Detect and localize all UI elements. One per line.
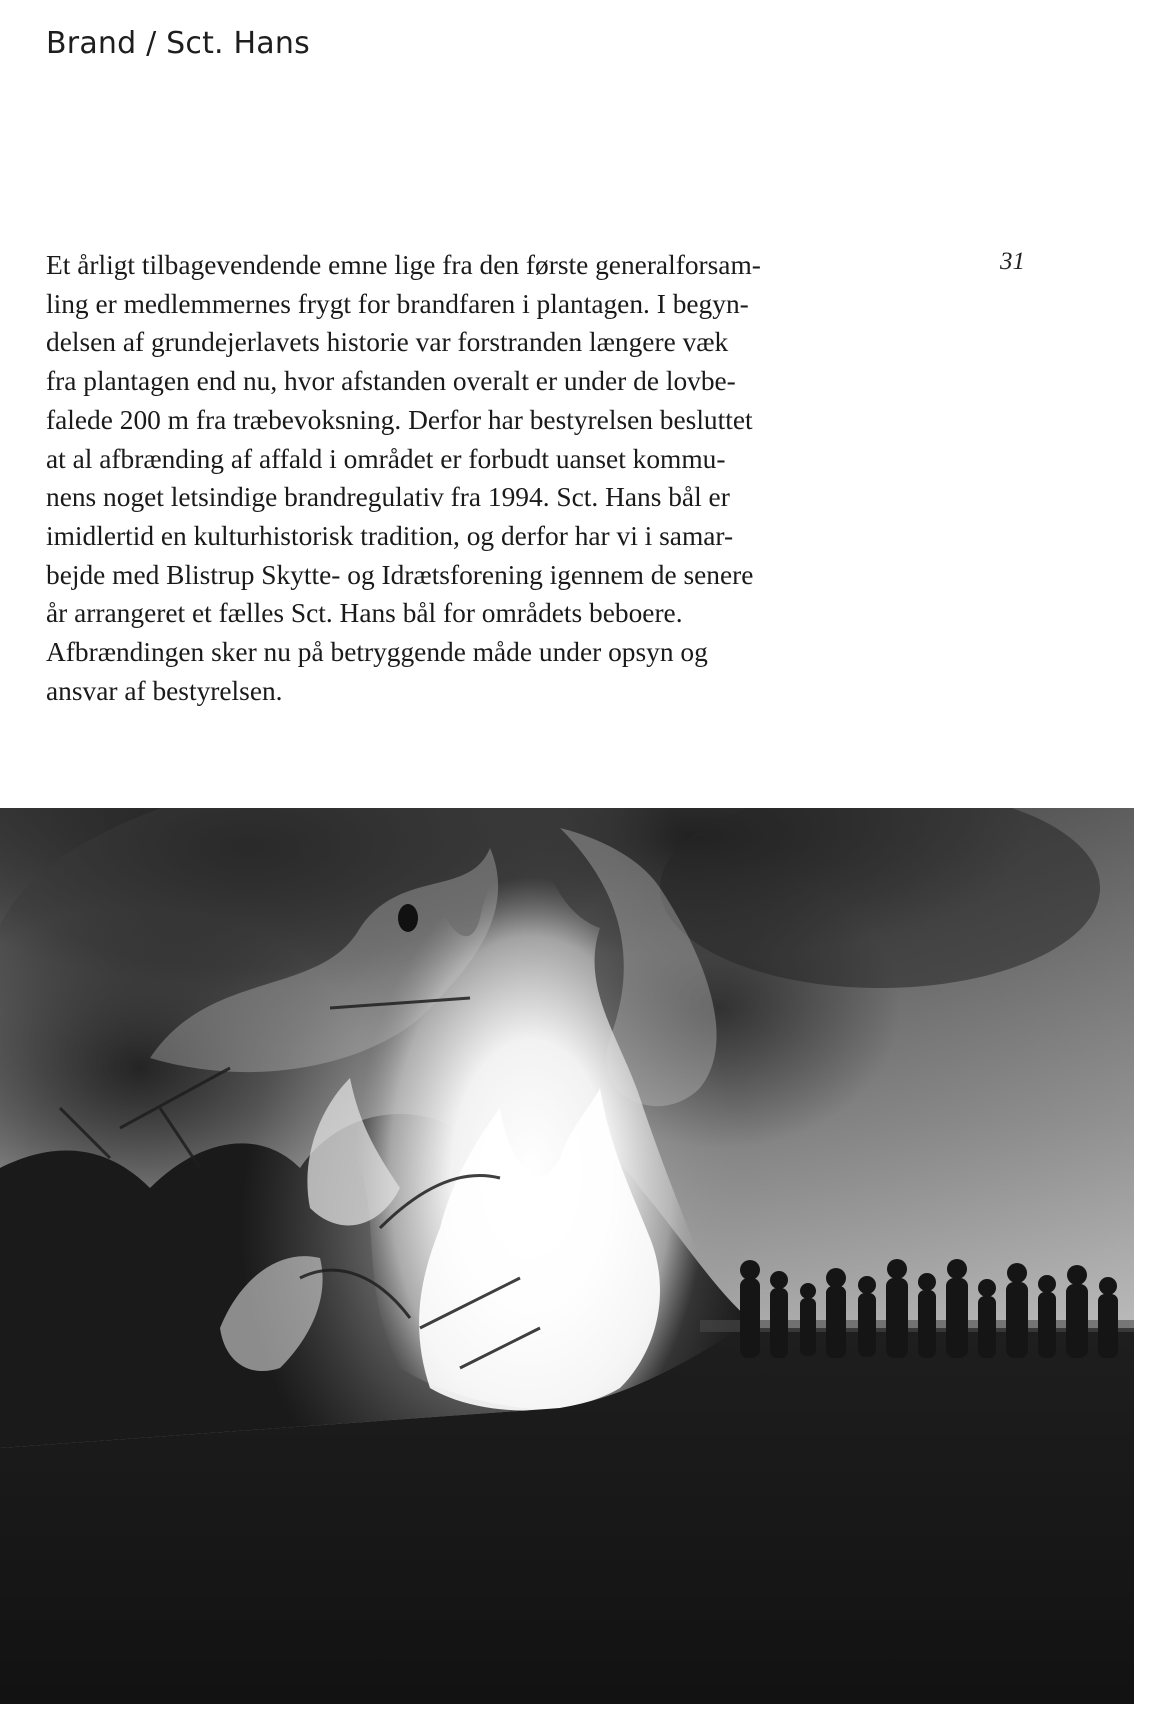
body-line: fra plantagen end nu, hvor afstanden overalt er under de lovbe- — [46, 366, 736, 397]
body-line: nens noget letsindige brandregulativ fra 1994. Sct. Hans bål er — [46, 482, 730, 513]
body-line: delsen af grundejerlavets historie var forstranden længere væk — [46, 327, 729, 358]
running-head: Brand / Sct. Hans — [46, 26, 310, 61]
body-line: bejde med Blistrup Skytte- og Idrætsforening igennem de senere — [46, 559, 754, 590]
body-line: Afbrændingen sker nu på betryggende måde under opsyn og — [46, 637, 708, 668]
body-line: falede 200 m fra træbevoksning. Derfor har bestyrelsen besluttet — [46, 404, 753, 435]
body-line: at al afbrænding af affald i området er forbudt uanset kommu- — [46, 443, 726, 474]
body-paragraph — [46, 246, 926, 710]
body-line: imidlertid en kulturhistorisk tradition, og derfor har vi i samar- — [46, 520, 734, 551]
body-line: ansvar af bestyrelsen. — [46, 675, 283, 706]
bonfire-photo — [0, 808, 1134, 1704]
page-number: 31 — [1000, 248, 1025, 275]
body-line: ling er medlemmernes frygt for brandfaren i plantagen. I begyn- — [46, 288, 749, 319]
body-line: år arrangeret et fælles Sct. Hans bål for områdets beboere. — [46, 598, 683, 629]
body-line: Et årligt tilbagevendende emne lige fra den første generalforsam- — [46, 250, 761, 280]
